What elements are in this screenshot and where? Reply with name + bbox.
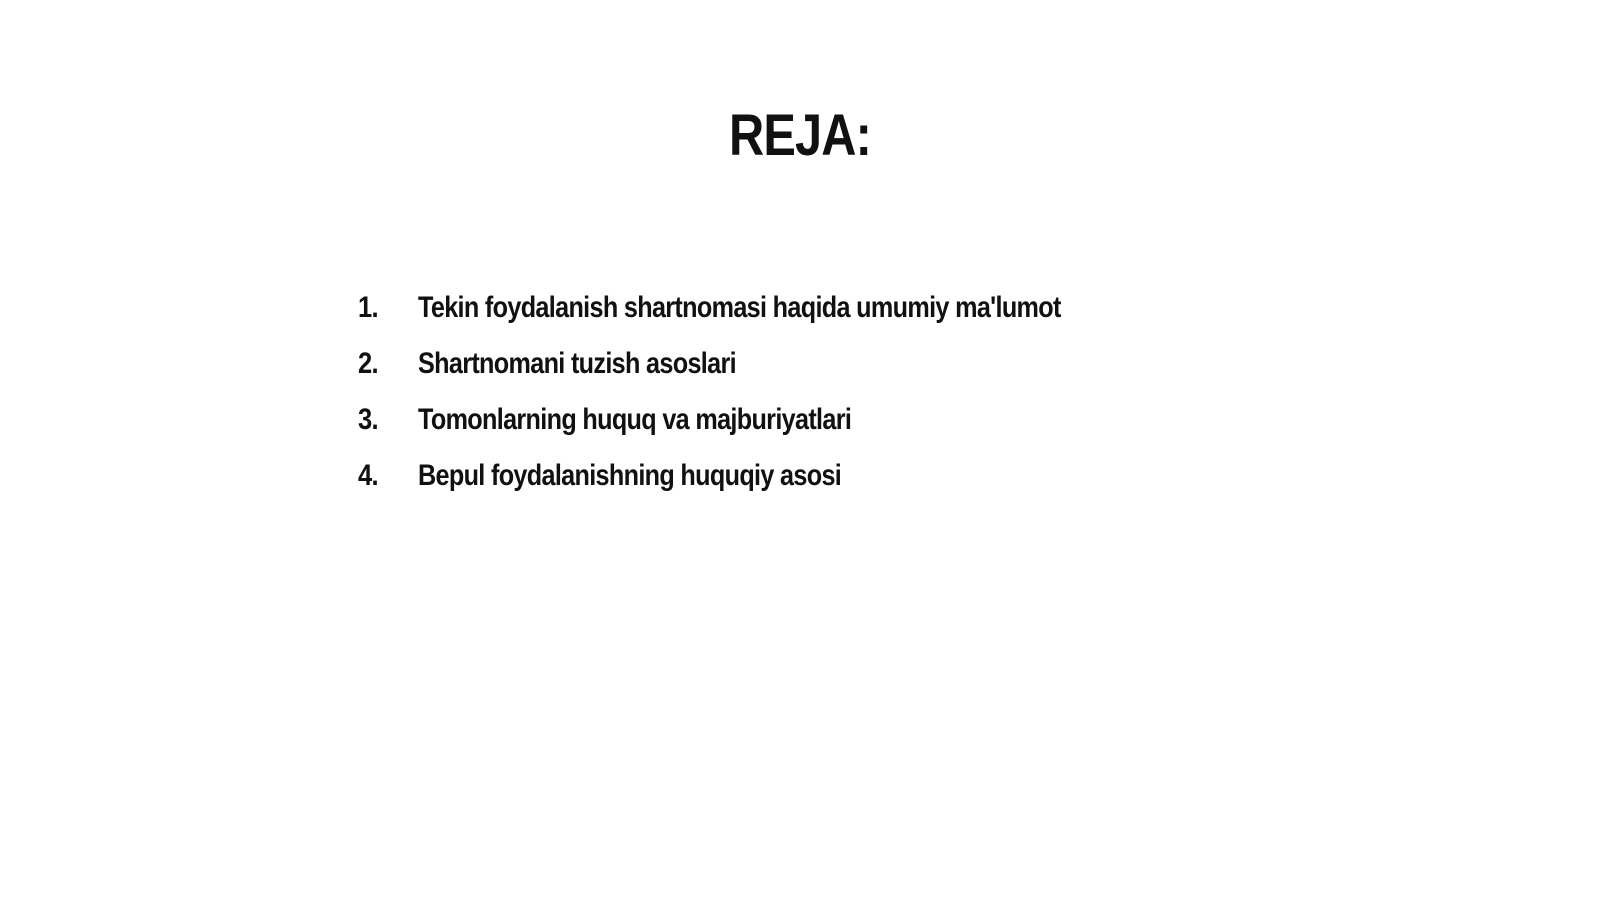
plan-item-text: Tomonlarning huquq va majburiyatlari <box>418 403 852 436</box>
plan-item-number: 2. <box>358 347 378 380</box>
slide-title: REJA: <box>729 103 871 168</box>
plan-list <box>358 290 1183 514</box>
plan-item-1 <box>358 290 1183 346</box>
plan-item-3 <box>358 402 1183 458</box>
plan-item-text: Tekin foydalanish shartnomasi haqida umumiy ma'lumot <box>418 291 1061 324</box>
plan-item-2 <box>358 346 1183 402</box>
plan-item-text: Shartnomani tuzish asoslari <box>418 347 736 380</box>
plan-item-number: 4. <box>358 459 378 492</box>
plan-item-text: Bepul foydalanishning huquqiy asosi <box>418 459 842 492</box>
plan-item-number: 1. <box>358 291 378 324</box>
plan-item-number: 3. <box>358 403 378 436</box>
plan-item-4 <box>358 458 1183 514</box>
